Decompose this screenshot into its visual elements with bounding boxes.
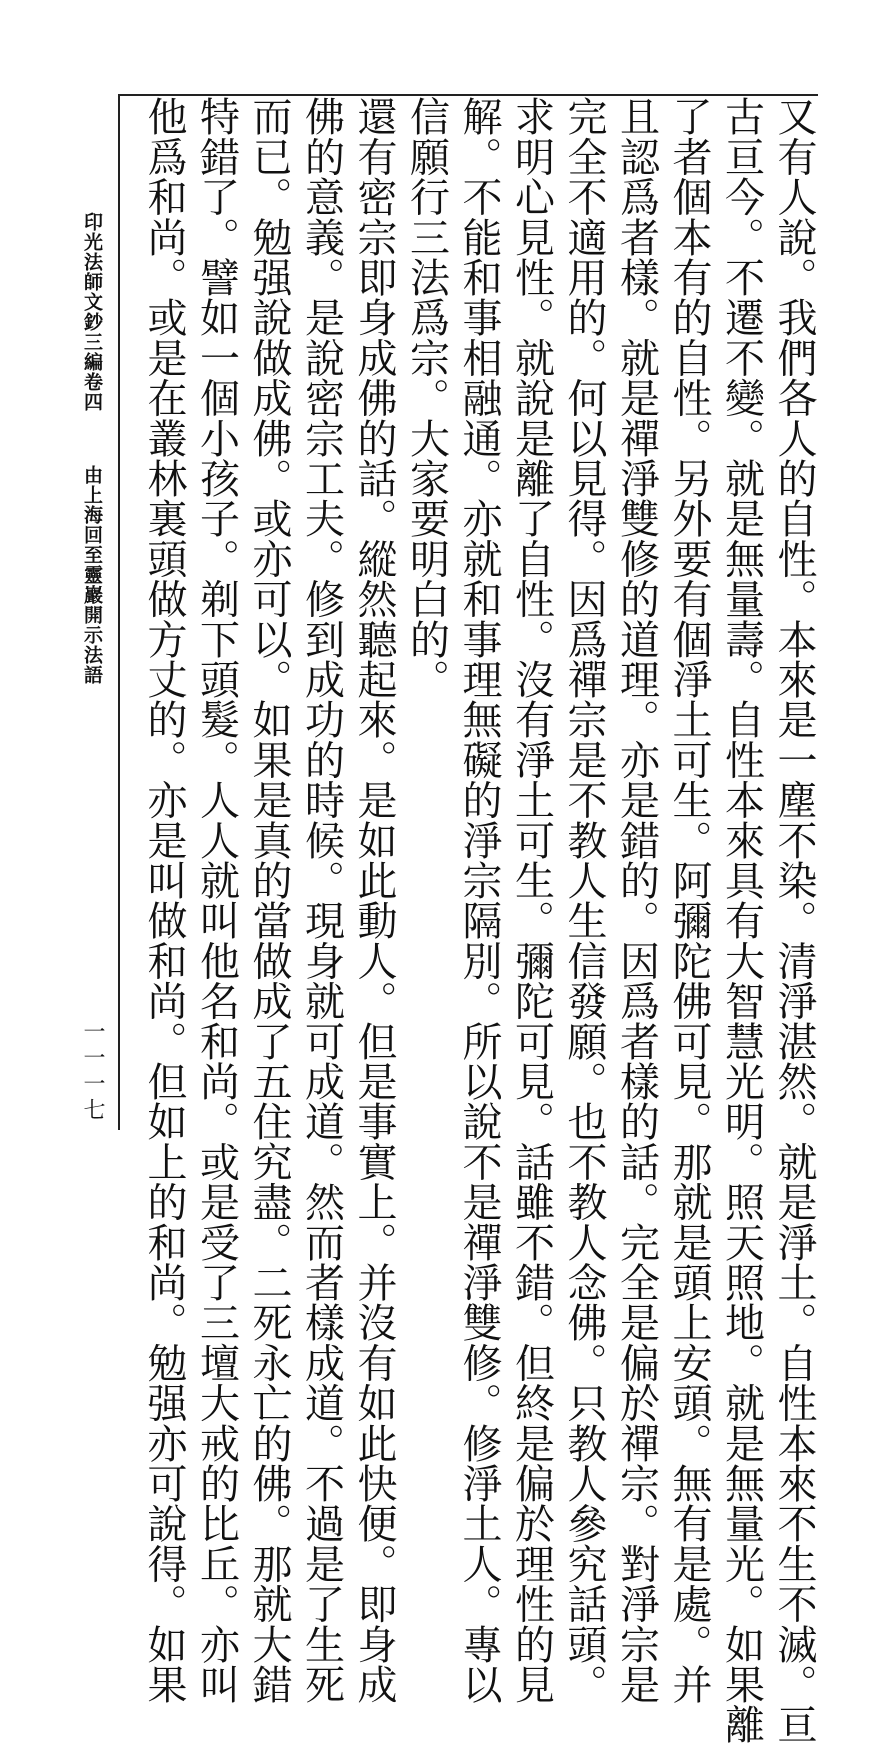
- text-column: 而已。勉强說做成佛。或亦可以。如果是真的當做成了五住究盡。二死永亡的佛。那就大錯: [246, 96, 292, 1704]
- text-column: 信願行三法爲宗。大家要明白的。: [403, 96, 450, 699]
- vertical-text-block: [120, 96, 820, 1744]
- text-column: 他爲和尚。或是在叢林裏頭做方丈的。亦是叫做和尚。但如上的和尚。勉强亦可說得。如果: [141, 96, 187, 1704]
- text-column: 且認爲者樣。就是禪淨雙修的道理。亦是錯的。因爲者樣的話。完全是偏於禪宗。對淨宗是: [613, 96, 660, 1704]
- text-column: 求明心見性。就說是離了自性。沒有淨土可生。彌陀可見。話雖不錯。但終是偏於理性的見: [508, 96, 555, 1704]
- text-column: 完全不適用的。何以見得。因爲禪宗是不教人生信發願。也不教人念佛。只教人參究話頭。: [561, 96, 607, 1704]
- chapter-title: 由上海回至靈巖開示法語: [81, 465, 103, 685]
- text-column: 解。不能和事相融通。亦就和事理無礙的淨宗隔別。所以說不是禪淨雙修。修淨土人。專以: [456, 96, 502, 1704]
- running-header: [72, 212, 112, 1132]
- text-column: 特錯了。譬如一個小孩子。剃下頭髮。人人就叫他名和尚。或是受了三壇大戒的比丘。亦叫: [193, 96, 240, 1704]
- page-number: 一一一七: [80, 1020, 105, 1124]
- text-column: 了者個本有的自性。另外要有個淨土可生。阿彌陀佛可見。那就是頭上安頭。無有是處。并: [666, 96, 712, 1704]
- text-column: 佛的意義。是說密宗工夫。修到成功的時候。現身就可成道。然而者樣成道。不過是了生死: [298, 96, 345, 1704]
- text-column: 又有人說。我們各人的自性。本來是一塵不染。清淨湛然。就是淨土。自性本來不生不滅。亘: [771, 96, 817, 1744]
- text-column: 還有密宗即身成佛的話。縱然聽起來。是如此動人。但是事實上。并沒有如此快便。即身成: [351, 96, 397, 1704]
- text-column: 古亘今。不遷不變。就是無量壽。自性本來具有大智慧光明。照天照地。就是無量光。如果離: [718, 96, 765, 1744]
- book-title: 印光法師文鈔三編卷四: [81, 212, 103, 412]
